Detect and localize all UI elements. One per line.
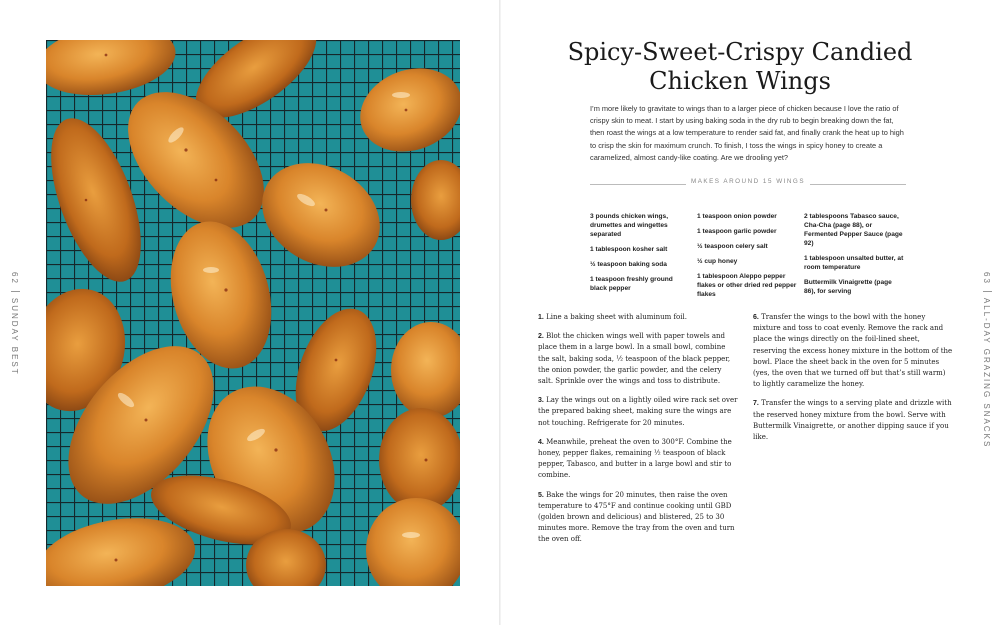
wings-illustration [46,40,460,586]
method-step [538,490,738,546]
left-running-head-title: SUNDAY BEST [10,297,19,376]
method-step [538,395,738,429]
ingredient-item: 3 pounds chicken wings, drumettes and wingettes separated [590,213,669,238]
method-step [753,398,953,443]
ingredients-column-1 [590,212,690,299]
step-number: 1. [538,314,544,321]
yield-rule-right [810,184,906,185]
right-running-head-title: ALL-DAY GRAZING SNACKS [982,297,991,449]
method-step [753,312,953,390]
ingredient-item: 1 teaspoon onion powder [697,213,777,220]
running-head-divider [11,291,20,292]
recipe-title: Spicy-Sweet-Crispy Candied Chicken Wings [567,38,913,95]
ingredient-item: 2 tablespoons Tabasco sauce, Cha-Cha (page 88), or Fermented Pepper Sauce (page 92) [804,213,903,247]
running-head-divider [983,291,992,292]
method-step [538,331,738,387]
yield-text: MAKES AROUND 15 WINGS [690,178,806,185]
page-gutter [499,0,501,625]
step-text: Transfer the wings to a serving plate and drizzle with the reserved honey mixture from the bowl. Serve with Buttermilk Vinaigrette, or another dipping sauce if you like. [753,399,952,442]
ingredient-item: 1 teaspoon freshly ground black pepper [590,276,673,292]
method-column-2 [753,312,953,451]
ingredient-item: 1 tablespoon unsalted butter, at room temperature [804,255,904,271]
step-number: 7. [753,400,759,408]
step-number: 6. [753,314,759,321]
recipe-intro: I’m more likely to gravitate to wings than to a larger piece of chicken because I love the ratio of crispy skin to meat. I start by using baking soda in the dry rub to begin breaking down the fat, then roast the wings at a low temperature to render said fat, and finally crank the heat up to high to crisp the skin for maximum crunch. To finish, I toss the wings in spicy honey to create a caramelized, almost candy-like coating. Are we drooling yet? [590,104,904,162]
step-text: Lay the wings out on a lightly oiled wire rack set over the prepared baking sheet, making sure the wings are not touching. Refrigerate for 20 minutes. [538,396,738,427]
chicken-wings-photo [46,40,460,586]
ingredient-item: ½ teaspoon baking soda [590,261,667,268]
left-page-number: 62 [10,272,19,285]
step-number: 3. [538,397,544,405]
yield-banner [590,178,906,190]
ingredient-item: ½ cup honey [697,258,738,265]
ingredient-item: ½ teaspoon celery salt [697,243,768,250]
left-running-head [10,272,20,376]
ingredient-item: 1 teaspoon garlic powder [697,228,777,235]
step-text: Blot the chicken wings well with paper towels and place them in a large bowl. In a small bowl, combine the salt, baking soda, ½ teaspoon of the black pepper, the onion powder, the garlic powder, and the celery salt. Sprinkle over the wings and toss to distribute. [538,332,731,386]
step-text: Meanwhile, preheat the oven to 300°F. Combine the honey, pepper flakes, remaining ½ teaspoon of black pepper, Tabasco, and butter in a large bowl and stir to combine. [538,437,732,480]
method-step [538,437,738,482]
step-text: Line a baking sheet with aluminum foil. [546,313,687,321]
right-running-head [982,272,992,448]
ingredient-item: Buttermilk Vinaigrette (page 86), for serving [804,279,892,295]
step-number: 2. [538,333,544,341]
method-step [538,312,738,323]
step-text: Transfer the wings to the bowl with the honey mixture and toss to coat evenly. Remove the rack and place the wings directly on the foil-lined sheet, reserving the excess honey mixture in the bottom of the bowl. Place the sheet back in the oven for 5 minutes (yes, the oven that we turned off but that’s still warm) to lightly caramelize the honey. [753,313,953,389]
ingredients-column-3 [804,212,904,302]
ingredient-item: 1 tablespoon Aleppo pepper flakes or other dried red pepper flakes [697,273,797,298]
method-column-1 [538,312,738,554]
step-text: Bake the wings for 20 minutes, then raise the oven temperature to 475°F and continue cooking until GBD (golden brown and delicious) and blistered, 25 to 30 minutes more. Remove the tray from the oven and turn the oven off. [538,490,735,544]
right-page-number: 63 [982,272,991,285]
step-number: 5. [538,491,544,499]
ingredients-column-2 [697,212,797,305]
ingredient-item: 1 tablespoon kosher salt [590,246,668,253]
step-number: 4. [538,438,544,446]
